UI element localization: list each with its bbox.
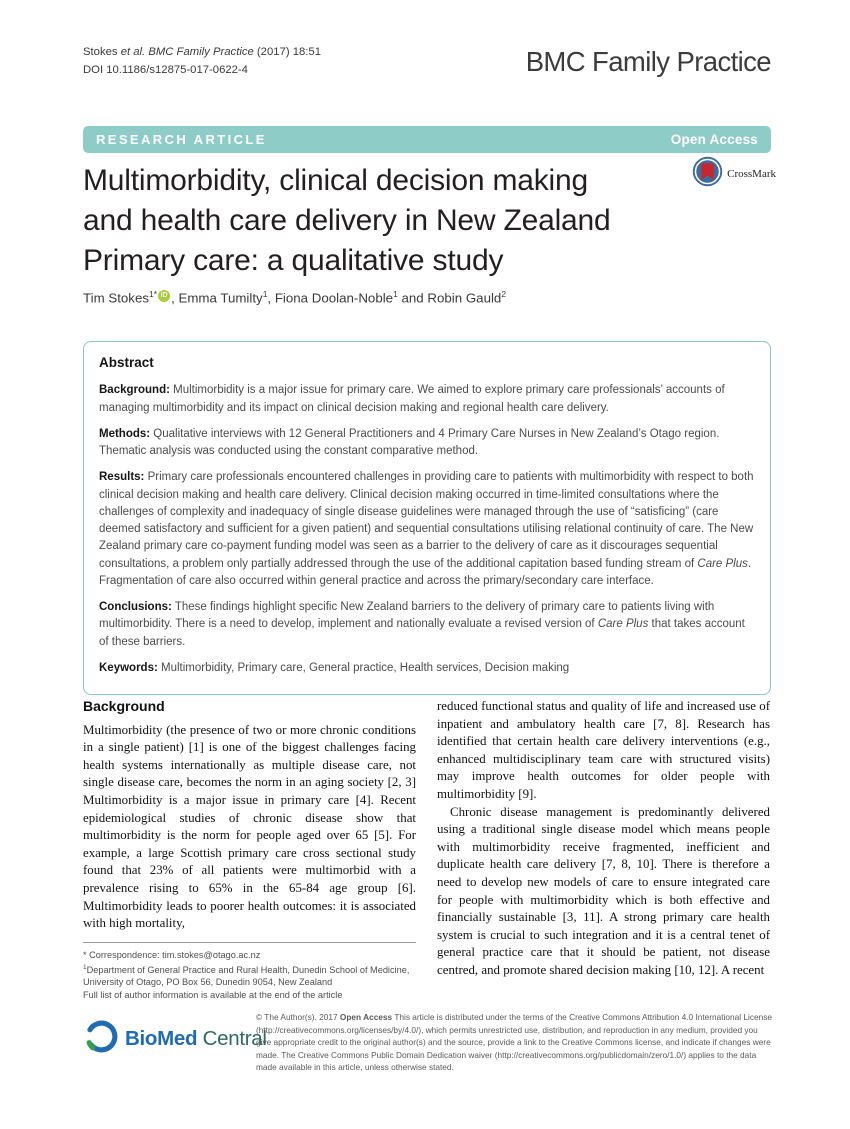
biomed-central-wordmark: BioMed Central: [125, 1027, 267, 1050]
author-info-note: Full list of author information is available at the end of the article: [83, 990, 343, 1001]
abstract-section: Keywords: Multimorbidity, Primary care, General practice, Health services, Decision making: [99, 661, 570, 674]
abstract-sections: [99, 382, 755, 677]
right-column: [437, 698, 770, 1002]
left-column: [83, 698, 416, 1002]
abstract-box: [83, 341, 771, 695]
body-columns: [83, 698, 771, 1002]
abstract-section: Conclusions: These findings highlight specific New Zealand barriers to the delivery of primary care to patients living with multimorbidity. There is a need to develop, implement and nationally evaluate a revised version of Care Plus that takes account of these barriers.: [99, 601, 745, 648]
biomed-central-swoosh-icon: [83, 1018, 120, 1060]
author-line: Tim Stokes$^{1*}$ iD , Emma Tumilty$^1$, Fiona Doolan-Noble$^1$ and Robin Gauld$^2$: [83, 289, 507, 306]
abstract-heading: Abstract: [99, 355, 154, 370]
affiliation-line: $^1$Department of General Practice and Rural Health, Dunedin School of Medicine, University of Otago, PO Box 56, Dunedin 9054, New Zealand: [83, 963, 410, 988]
author-name: Robin Gauld: [427, 290, 502, 306]
doi-line: DOI 10.1186/s12875-017-0622-4: [83, 63, 248, 76]
section-heading-background: Background: [83, 698, 165, 714]
citation-line: Stokes et al. BMC Family Practice (2017) 18:51: [83, 46, 321, 58]
left-column-text: [83, 722, 416, 933]
title-line: Multimorbidity, clinical decision making: [83, 164, 588, 197]
abstract-section: Background: Multimorbidity is a major issue for primary care. We aimed to explore primary care professionals’ accounts of managing multimorbidity and its impact on clinical decision making and regional health care delivery.: [99, 384, 725, 414]
body-paragraph: reduced functional status and quality of life and increased use of inpatient and ambulatory health care [7, 8]. Research has identified that certain health care delivery interventions (e.g., enhanced multidisciplinary team care with structured visits) may improve health outcomes for older people with multimorbidity [9].: [437, 699, 770, 801]
abstract-section: Results: Primary care professionals encountered challenges in providing care to patients with multimorbidity with respect to both clinical decision making and health care delivery. Clinical decision making occurred in time-limited consultations where the challenges of complexity and inadequacy of single disease guidelines were managed through the use of “satisficing” (care deemed satisfactory and sufficient for a given patient) and sequential consultations utilising relational continuity of care. The New Zealand primary care co-payment funding model was seen as a barrier to the delivery of care as it discourages sequential consultations, a problem only partially addressed through the use of the additional capitation based funding stream of Care Plus. Fragmentation of care also occurred within general practice and across the primary/secondary care interface.: [99, 471, 754, 587]
title-line: Primary care: a qualitative study: [83, 244, 504, 277]
open-access-label: Open Access: [670, 132, 758, 147]
footnote-block: [83, 942, 416, 1002]
correspondence-line: * Correspondence: tim.stokes@otago.ac.nz: [83, 949, 261, 960]
orcid-icon[interactable]: iD: [158, 290, 170, 302]
author-name: Tim Stokes: [83, 290, 150, 306]
article-title: [83, 161, 611, 281]
body-paragraph: Multimorbidity (the presence of two or more chronic conditions in a single patient) [1] is one of the biggest challenges facing health systems internationally as multiple disease care, not single disease care, becomes the norm in an aging society [2, 3] Multimorbidity is a major issue in primary care [4]. Recent epidemiological studies of chronic disease show that multimorbidity is the norm for people aged over 65 [5]. For example, a large Scottish primary care cross sectional study found that 23% of all patients were multimorbid with a prevalence rising to 65% in the 65-84 age group [6]. Multimorbidity leads to poorer health outcomes: it is associated with high mortality,: [83, 722, 416, 931]
journal-name: BMC Family Practice: [525, 46, 771, 77]
license-text: © The Author(s). 2017 Open Access This article is distributed under the terms of the Creative Commons Attribution 4.0 International License (http://creativecommons.org/licenses/by/4.0/), which permits unrestricted use, distribution, and reproduction in any medium, provided you give appropriate credit to the original author(s) and the source, provide a link to the Creative Commons license, and indicate if changes were made. The Creative Commons Public Domain Dedication waiver (http://creativecommons.org/publicdomain/zero/1.0/) applies to the data made available in this article, unless otherwise stated.: [256, 1012, 773, 1073]
title-line: and health care delivery in New Zealand: [83, 204, 611, 237]
body-paragraph: Chronic disease management is predominantly delivered using a traditional single disease model which means people with multimorbidity receive fragmented, inefficient and duplicate health care delivery [7, 8, 10]. There is therefore a need to develop new models of care to ensure integrated care for people with multimorbidity which is both effective and financially sustainable [3, 11]. A strong primary care health system is crucial to such integration and it is a central tenet of general practice care that it should be patient, not disease centred, and promote shared decision making [10, 12]. A recent: [437, 804, 770, 977]
biomed-central-logo[interactable]: [83, 1018, 267, 1060]
crossmark-icon: [692, 156, 723, 192]
crossmark-label: CrossMark: [727, 168, 776, 180]
right-column-text: [437, 698, 770, 980]
abstract-section: Methods: Qualitative interviews with 12 General Practitioners and 4 Primary Care Nurses in New Zealand’s Otago region. Thematic analysis was conducted using the constant comparative method.: [99, 427, 720, 457]
author-name: Fiona Doolan-Noble: [274, 290, 394, 306]
citation-block: [83, 44, 321, 79]
crossmark-badge[interactable]: [692, 156, 776, 192]
article-type-label: RESEARCH ARTICLE: [96, 132, 267, 147]
article-type-banner: [83, 126, 771, 153]
author-name: Emma Tumilty: [178, 290, 263, 306]
